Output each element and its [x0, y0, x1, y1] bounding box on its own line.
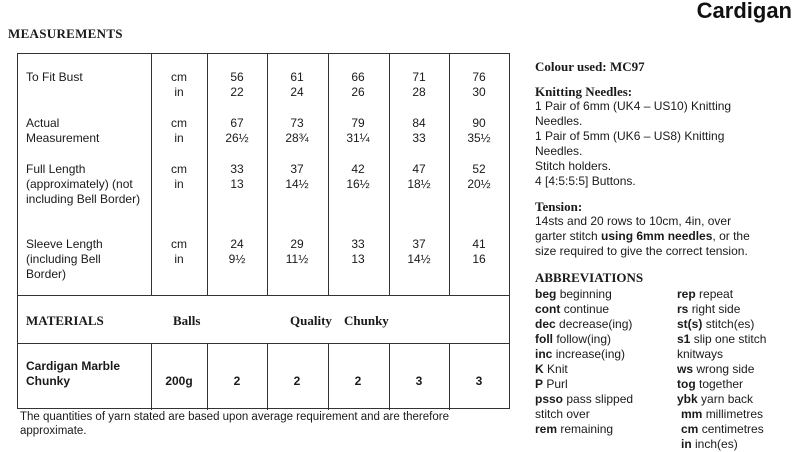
abbr-key: dec — [535, 317, 556, 331]
value-cell: 29 — [290, 237, 304, 251]
value-cell: 33 — [351, 237, 365, 251]
value-cell: 52 — [472, 162, 486, 176]
value-cell: 56 — [230, 70, 244, 84]
abbr-item — [677, 332, 766, 347]
value-cell: 37 — [412, 237, 426, 251]
abbr-key: ybk — [677, 392, 698, 406]
unit-cm: cm — [171, 70, 187, 84]
abbr-value: inch(es) — [695, 437, 738, 451]
needles-heading: Knitting Needles: — [535, 84, 633, 99]
abbr-value: wrong side — [696, 362, 755, 376]
abbr-key: P — [535, 377, 544, 391]
abbr-value: increase(ing) — [555, 347, 626, 361]
value-cell: 11½ — [285, 252, 309, 266]
abbr-key: foll — [535, 332, 553, 346]
row-divider — [18, 343, 509, 344]
abbr-item — [677, 302, 766, 317]
row-label: To Fit Bust — [26, 70, 83, 84]
balls-cell: 2 — [293, 374, 301, 388]
quality-value: Chunky — [344, 313, 389, 328]
abbr-item — [535, 362, 633, 377]
tension-line: 14sts and 20 rows to 10cm, 4in, over — [535, 214, 732, 228]
value-cell: 76 — [472, 70, 486, 84]
abbr-item — [677, 437, 766, 452]
value-cell: 42 — [351, 162, 365, 176]
abbr-value: repeat — [699, 287, 734, 301]
balls-cell: 3 — [475, 374, 483, 388]
needles-line: Stitch holders. — [535, 159, 612, 173]
row-label: Actual Measurement — [26, 116, 100, 145]
abbr-item — [677, 347, 766, 362]
tension-text: , or the — [712, 229, 750, 243]
row-divider — [18, 295, 509, 296]
row-label: Full Length (approximately) (not including Bell Border) — [26, 162, 141, 206]
abbr-item — [535, 302, 633, 317]
abbr-key: mm — [681, 407, 703, 421]
abbr-key: K — [535, 362, 544, 376]
abbr-item — [677, 317, 766, 332]
abbr-item — [535, 317, 633, 332]
value-cell: 16½ — [346, 177, 370, 191]
value-cell: 31¼ — [346, 131, 370, 145]
value-cell: 14½ — [407, 252, 431, 266]
abbr-value: slip one stitch — [693, 332, 767, 346]
balls-cell: 2 — [354, 374, 362, 388]
abbr-item — [677, 407, 766, 422]
abbr-item — [677, 392, 766, 407]
abbreviations-left — [535, 287, 633, 437]
page-title: Cardigan — [696, 0, 792, 23]
balls-heading: Balls — [173, 313, 201, 328]
value-cell: 79 — [351, 116, 365, 130]
abbr-value: yarn back — [701, 392, 754, 406]
materials-heading: MATERIALS — [26, 313, 104, 328]
abbr-value: together — [699, 377, 744, 391]
value-cell: 9½ — [228, 252, 246, 266]
abbr-value: decrease(ing) — [559, 317, 633, 331]
value-cell: 16 — [472, 252, 486, 266]
value-cell: 18½ — [407, 177, 431, 191]
unit-in: in — [174, 177, 184, 191]
value-cell: 33 — [230, 162, 244, 176]
abbr-key: s1 — [677, 332, 691, 346]
abbr-key: rs — [677, 302, 689, 316]
value-cell: 73 — [290, 116, 304, 130]
abbr-value: stitch over — [535, 407, 590, 421]
needles-line: 1 Pair of 5mm (UK6 – US8) Knitting — [535, 129, 725, 143]
balls-cell: 3 — [415, 374, 423, 388]
abbr-item — [535, 392, 633, 407]
abbr-item — [535, 287, 633, 302]
abbr-key: psso — [535, 392, 564, 406]
value-cell: 28 — [412, 85, 426, 99]
abbr-item — [677, 287, 766, 302]
abbr-item — [677, 422, 766, 437]
abbr-value: right side — [691, 302, 741, 316]
abbr-value: millimetres — [705, 407, 764, 421]
value-cell: 24 — [230, 237, 244, 251]
abbr-item — [535, 407, 633, 422]
value-cell: 71 — [412, 70, 426, 84]
value-cell: 28¾ — [285, 131, 309, 145]
abbr-value: beginning — [559, 287, 612, 301]
abbr-value: continue — [563, 302, 610, 316]
tension-section — [535, 199, 797, 259]
abbr-value: remaining — [560, 422, 614, 436]
unit-in: in — [174, 252, 184, 266]
colour-line — [535, 59, 797, 75]
abbr-value: pass slipped — [566, 392, 634, 406]
balls-cell: 2 — [233, 374, 241, 388]
abbr-key: tog — [677, 377, 696, 391]
value-cell: 24 — [290, 85, 304, 99]
abbr-item — [677, 362, 766, 377]
abbr-key: inc — [535, 347, 553, 361]
abbr-key: cm — [681, 422, 699, 436]
tension-text: garter stitch — [535, 229, 602, 243]
unit-cm: cm — [171, 162, 187, 176]
item-name: Cardigan Marble Chunky — [26, 359, 121, 388]
colour-label: Colour used: — [535, 59, 607, 74]
unit-cm: cm — [171, 116, 187, 130]
abbr-value: centimetres — [701, 422, 764, 436]
needles-line: Needles. — [535, 114, 583, 128]
abbr-key: ws — [677, 362, 694, 376]
value-cell: 84 — [412, 116, 426, 130]
abbr-item — [535, 422, 633, 437]
value-cell: 22 — [230, 85, 244, 99]
abbr-key: beg — [535, 287, 557, 301]
value-cell: 47 — [412, 162, 426, 176]
needles-line: Needles. — [535, 144, 583, 158]
abbr-key: rem — [535, 422, 558, 436]
value-cell: 30 — [472, 85, 486, 99]
abbr-item — [535, 332, 633, 347]
measurements-table — [17, 53, 510, 409]
tension-bold-text: using 6mm needles — [601, 229, 713, 243]
abbr-key: cont — [535, 302, 561, 316]
value-cell: 61 — [290, 70, 304, 84]
abbr-key: st(s) — [677, 317, 703, 331]
measurements-heading: MEASUREMENTS — [8, 26, 123, 41]
needles-section — [535, 84, 797, 189]
value-cell: 20½ — [467, 177, 491, 191]
value-cell: 26½ — [225, 131, 249, 145]
value-cell: 33 — [412, 131, 426, 145]
abbr-item — [535, 347, 633, 362]
col-divider — [151, 54, 152, 295]
value-cell: 41 — [472, 237, 486, 251]
value-cell: 37 — [290, 162, 304, 176]
abbr-value: stitch(es) — [705, 317, 755, 331]
value-cell: 14½ — [285, 177, 309, 191]
value-cell: 26 — [351, 85, 365, 99]
value-cell: 13 — [230, 177, 244, 191]
needles-line: 4 [4:5:5:5] Buttons. — [535, 174, 636, 188]
unit-cm: cm — [171, 237, 187, 251]
abbr-value: Knit — [547, 362, 568, 376]
abbreviations-right — [677, 287, 766, 452]
tension-line: size required to give the correct tension. — [535, 244, 748, 258]
value-cell: 13 — [351, 252, 365, 266]
abbreviations-heading: ABBREVIATIONS — [535, 270, 644, 285]
tension-heading: Tension: — [535, 199, 583, 214]
abbr-key: in — [681, 437, 692, 451]
abbr-item — [535, 377, 633, 392]
value-cell: 90 — [472, 116, 486, 130]
value-cell: 67 — [230, 116, 244, 130]
abbr-value: Purl — [546, 377, 568, 391]
abbr-key: rep — [677, 287, 696, 301]
abbr-value: follow(ing) — [556, 332, 612, 346]
row-label: Sleeve Length (including Bell Border) — [26, 237, 103, 281]
yarn-weight: 200g — [165, 374, 193, 388]
needles-line: 1 Pair of 6mm (UK4 – US10) Knitting — [535, 99, 732, 113]
unit-in: in — [174, 85, 184, 99]
abbr-item — [677, 377, 766, 392]
value-cell: 35½ — [467, 131, 491, 145]
tension-line — [535, 229, 797, 244]
unit-in: in — [174, 131, 184, 145]
quality-heading: Quality — [290, 313, 332, 328]
colour-value: MC97 — [609, 59, 645, 74]
value-cell: 66 — [351, 70, 365, 84]
abbr-value: knitways — [677, 347, 724, 361]
yarn-footnote: The quantities of yarn stated are based upon average requirement and are therefore approximate. — [20, 411, 449, 437]
